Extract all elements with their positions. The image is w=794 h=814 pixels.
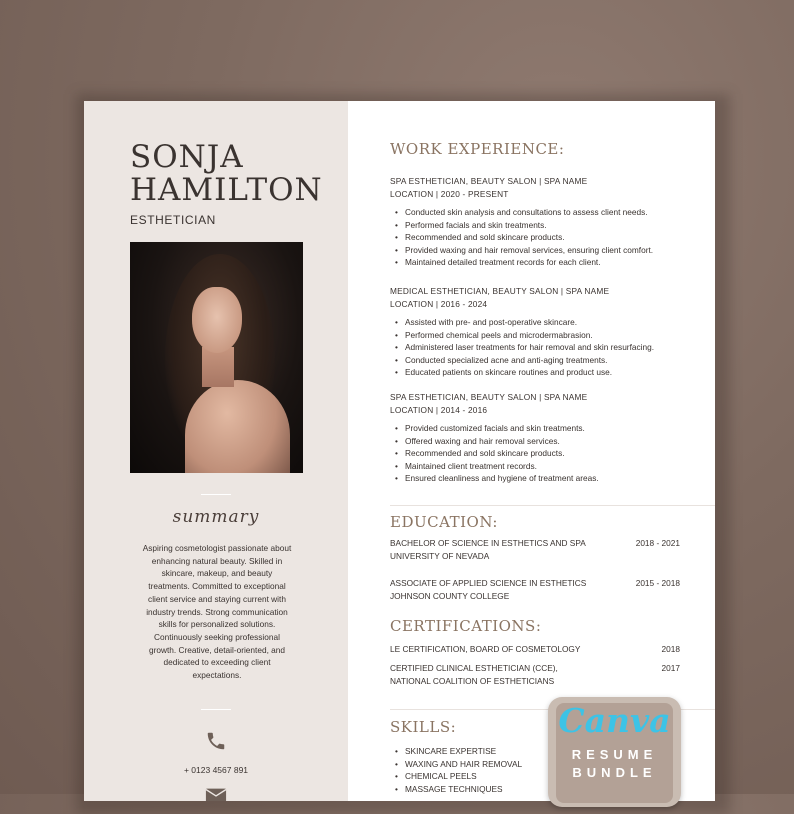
education-entry — [390, 537, 680, 563]
education-heading: EDUCATION: — [390, 513, 498, 531]
section-divider — [390, 505, 715, 506]
certification-issuer: NATIONAL COALITION OF ESTHETICIANS — [390, 676, 555, 686]
education-years: 2015 - 2018 — [635, 578, 680, 588]
mail-icon — [205, 787, 227, 801]
job-bullet: • Recommended and sold skincare products. — [405, 447, 690, 460]
skill-item: • MASSAGE TECHNIQUES — [405, 783, 690, 796]
job-bullet: • Offered waxing and hair removal services. — [405, 435, 690, 448]
job-bullet: • Maintained detailed treatment records for each client. — [405, 256, 690, 269]
skill-item: • SKINCARE EXPERTISE — [405, 745, 690, 758]
job-bullet: • Recommended and sold skincare products. — [405, 231, 690, 244]
candidate-name — [130, 141, 323, 207]
profile-photo — [130, 242, 303, 473]
certification-year: 2018 — [661, 644, 680, 654]
job-entry — [390, 285, 690, 379]
divider-top — [201, 494, 231, 495]
job-bullet: • Provided customized facials and skin treatments. — [405, 422, 690, 435]
photo-face — [192, 287, 242, 353]
summary-heading: summary — [172, 507, 260, 527]
job-title-line: SPA ESTHETICIAN, BEAUTY SALON | SPA NAME — [390, 176, 588, 186]
skill-item: • CHEMICAL PEELS — [405, 770, 690, 783]
badge-line-1: RESUME — [571, 747, 658, 762]
photo-shoulder — [185, 380, 290, 473]
job-entry — [390, 175, 690, 269]
right-panel — [348, 101, 715, 801]
certifications-heading: CERTIFICATIONS: — [390, 617, 542, 635]
job-bullets — [390, 206, 690, 269]
skill-item: • WAXING AND HAIR REMOVAL — [405, 758, 690, 771]
certification-name: CERTIFIED CLINICAL ESTHETICIAN (CCE), — [390, 663, 558, 673]
education-degree: BACHELOR OF SCIENCE IN ESTHETICS AND SPA — [390, 538, 586, 548]
education-school: UNIVERSITY OF NEVADA — [390, 551, 490, 561]
job-bullet: • Performed facials and skin treatments. — [405, 219, 690, 232]
work-heading: WORK EXPERIENCE: — [390, 140, 565, 158]
phone-number: + 0123 4567 891 — [183, 765, 249, 775]
name-first: SONJA — [130, 139, 244, 175]
education-years: 2018 - 2021 — [635, 538, 680, 548]
job-bullet: • Educated patients on skincare routines and product use. — [405, 366, 690, 379]
resume-sheet — [84, 101, 715, 801]
job-bullet: • Maintained client treatment records. — [405, 460, 690, 473]
job-bullet: • Administered laser treatments for hair removal and skin resurfacing. — [405, 341, 690, 354]
job-entry — [390, 391, 690, 485]
badge-line-2: BUNDLE — [572, 765, 657, 780]
job-meta-line: LOCATION | 2014 - 2016 — [390, 405, 488, 415]
job-bullet: • Assisted with pre- and post-operative skincare. — [405, 316, 690, 329]
left-panel — [84, 101, 348, 801]
certification-year: 2017 — [661, 663, 680, 673]
canva-bundle-badge — [548, 697, 681, 807]
job-bullets — [390, 422, 690, 485]
certification-entry — [390, 662, 680, 688]
education-degree: ASSOCIATE OF APPLIED SCIENCE IN ESTHETICS — [390, 578, 587, 588]
job-title: ESTHETICIAN — [130, 213, 216, 227]
job-bullet: • Conducted specialized acne and anti-aging treatments. — [405, 354, 690, 367]
skills-heading: SKILLS: — [390, 718, 457, 736]
job-bullets — [390, 316, 690, 379]
job-title-line: SPA ESTHETICIAN, BEAUTY SALON | SPA NAME — [390, 392, 588, 402]
certification-entry — [390, 643, 680, 656]
education-school: JOHNSON COUNTY COLLEGE — [390, 591, 510, 601]
job-bullet: • Provided waxing and hair removal services, ensuring client comfort. — [405, 244, 690, 257]
divider-bottom — [201, 709, 231, 710]
job-bullet: • Performed chemical peels and microdermabrasion. — [405, 329, 690, 342]
name-last: HAMILTON — [130, 172, 323, 208]
job-bullet: • Conducted skin analysis and consultations to assess client needs. — [405, 206, 690, 219]
job-title-line: MEDICAL ESTHETICIAN, BEAUTY SALON | SPA NAME — [390, 286, 610, 296]
job-meta-line: LOCATION | 2020 - PRESENT — [390, 189, 509, 199]
job-meta-line: LOCATION | 2016 - 2024 — [390, 299, 488, 309]
education-entry — [390, 577, 680, 603]
certification-name: LE CERTIFICATION, BOARD OF COSMETOLOGY — [390, 644, 581, 654]
canva-logo: Canva — [558, 701, 671, 740]
phone-icon — [205, 730, 227, 752]
photo-neck — [202, 347, 234, 387]
job-bullet: • Ensured cleanliness and hygiene of treatment areas. — [405, 472, 690, 485]
summary-text: Aspiring cosmetologist passionate about enhancing natural beauty. Skilled in skincare, makeup, and beauty treatments. Committed to exceptional client service and staying current with industry trends. Strong communication skills for personalized solutions. Continuously seeking professional growth. Creative, detail-oriented, and dedicated to exceeding client expectations. — [142, 543, 292, 681]
